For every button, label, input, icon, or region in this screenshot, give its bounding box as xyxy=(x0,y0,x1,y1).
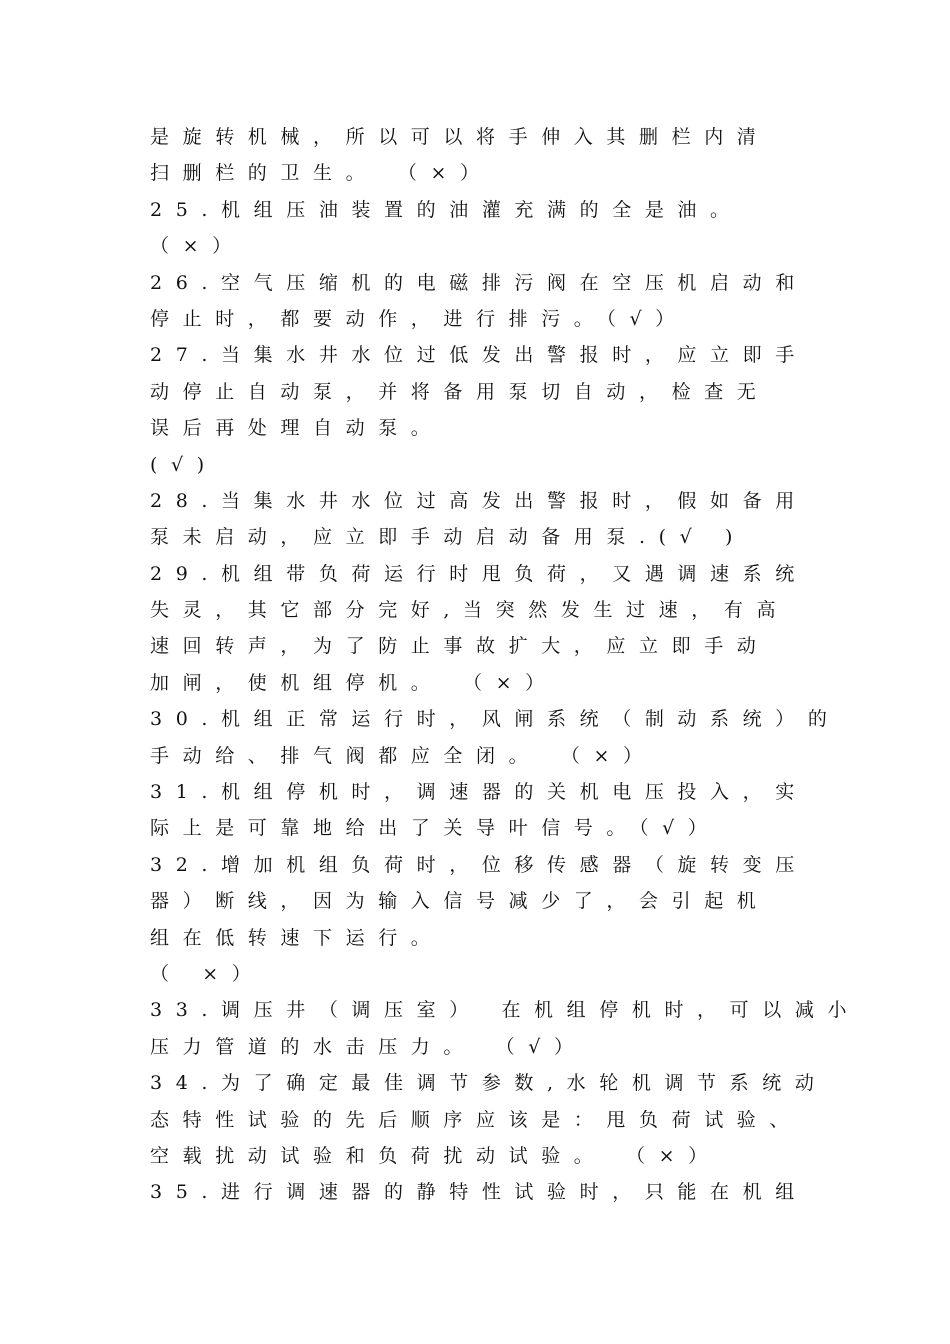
text-line: 动停止自动泵，并将备用泵切自动，检查无 xyxy=(150,380,770,403)
text-line: 速回转声，为了防止事故扩大，应立即手动 xyxy=(150,635,770,658)
text-line: 空载扰动试验和负荷扰动试验。 （×） xyxy=(150,1144,721,1167)
text-line: 际上是可靠地给出了关导叶信号。（√） xyxy=(150,817,721,840)
text-line: 扫删栏的卫生。 （×） xyxy=(150,162,493,185)
text-line: 28.当集水井水位过高发出警报时，假如备用 xyxy=(150,489,808,512)
text-line: 29.机组带负荷运行时甩负荷，又遇调速系统 xyxy=(150,562,808,585)
text-line: 手动给、排气阀都应全闭。 （×） xyxy=(150,744,656,767)
text-line: 态特性试验的先后顺序应该是：甩负荷试验、 xyxy=(150,1108,803,1131)
text-line: （ ×） xyxy=(150,962,265,985)
text-line: （×） xyxy=(150,235,245,258)
text-line: 26.空气压缩机的电磁排污阀在空压机启动和 xyxy=(150,271,808,294)
text-line: 组在低转速下运行。 xyxy=(150,926,444,949)
text-line: 33.调压井（调压室） 在机组停机时，可以减小 xyxy=(150,999,861,1022)
text-line: 30.机组正常运行时，风闸系统（制动系统）的 xyxy=(150,708,841,731)
text-line: 泵未启动，应立即手动启动备用泵.(√ ) xyxy=(150,526,747,549)
text-line: 是旋转机械，所以可以将手伸入其删栏内清 xyxy=(150,126,770,148)
text-line: 25.机组压油装置的油灌充满的全是油。 xyxy=(150,198,743,221)
text-line: 31.机组停机时，调速器的关机电压投入，实 xyxy=(150,781,808,804)
text-line: (√) xyxy=(150,453,218,476)
text-line: 27.当集水井水位过低发出警报时，应立即手 xyxy=(150,344,808,367)
text-line: 误后再处理自动泵。 xyxy=(150,417,444,440)
text-line: 32.增加机组负荷时，位移传感器（旋转变压 xyxy=(150,853,808,876)
text-line: 失灵，其它部分完好,当突然发生过速，有高 xyxy=(150,599,790,622)
text-line: 停止时，都要动作，进行排污。（√） xyxy=(150,307,688,330)
text-line: 35.进行调速器的静特性试验时，只能在机组 xyxy=(150,1181,808,1204)
text-line: 器）断线，因为输入信号减少了，会引起机 xyxy=(150,890,770,913)
text-line: 压力管道的水击压力。 （√） xyxy=(150,1035,587,1058)
text-line: 加闸，使机组停机。 （×） xyxy=(150,671,558,694)
document-body xyxy=(150,119,861,1211)
text-line: 34.为了确定最佳调节参数,水轮机调节系统动 xyxy=(150,1072,828,1095)
